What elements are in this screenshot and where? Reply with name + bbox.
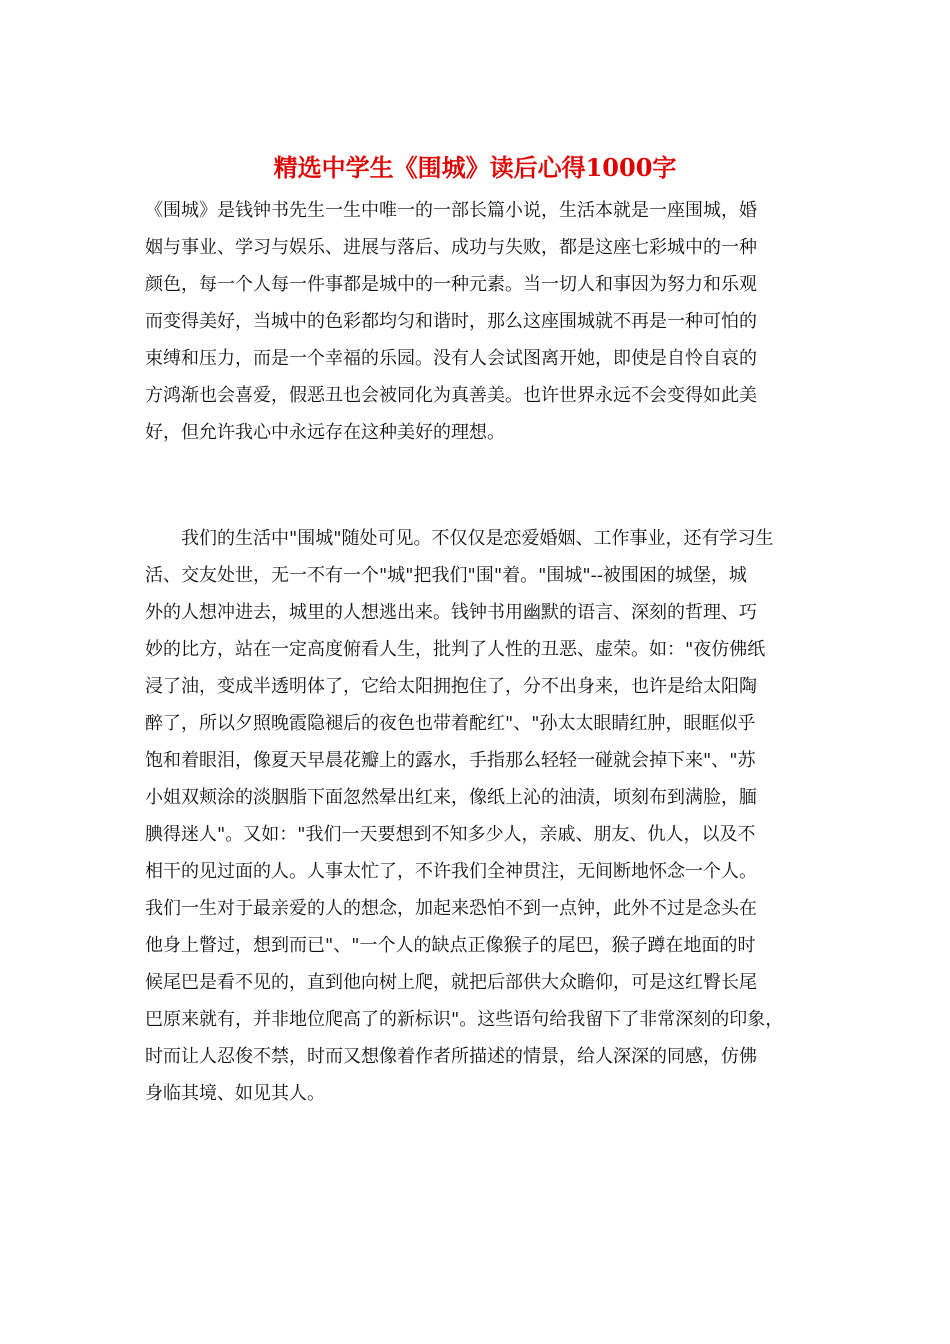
paragraph-line: 《围城》是钱钟书先生一生中唯一的一部长篇小说，生活本就是一座围城，婚 xyxy=(145,200,757,221)
paragraph-line: 束缚和压力，而是一个幸福的乐园。没有人会试图离开她，即使是自怜自哀的 xyxy=(145,348,757,369)
paragraph-line: 活、交友处世，无一不有一个"城"把我们"围"着。"围城"--被围困的城堡，城 xyxy=(145,565,747,586)
paragraph-line: 他身上瞥过，想到而已"、"一个人的缺点正像猴子的尾巴，猴子蹲在地面的时 xyxy=(145,935,756,956)
paragraph-line: 醉了，所以夕照晚霞隐褪后的夜色也带着酡红"、"孙太太眼睛红肿，眼眶似乎 xyxy=(145,713,756,734)
paragraph-line: 好，但允许我心中永远存在这种美好的理想。 xyxy=(145,422,505,443)
paragraph-line: 外的人想冲进去，城里的人想逃出来。钱钟书用幽默的语言、深刻的哲理、巧 xyxy=(145,602,757,623)
paragraph-line: 小姐双颊涂的淡胭脂下面忽然晕出红来，像纸上沁的油渍，顷刻布到满脸，腼 xyxy=(145,787,757,808)
paragraph-line: 妙的比方，站在一定高度俯看人生，批判了人性的丑恶、虚荣。如："夜仿佛纸 xyxy=(145,639,766,660)
paragraph-line: 而变得美好，当城中的色彩都均匀和谐时，那么这座围城就不再是一种可怕的 xyxy=(145,311,757,332)
paragraph-line: 方鸿渐也会喜爱，假恶丑也会被同化为真善美。也许世界永远不会变得如此美 xyxy=(145,385,757,406)
paragraph-line: 候尾巴是看不见的，直到他向树上爬，就把后部供大众瞻仰，可是这红臀长尾 xyxy=(145,972,757,993)
paragraph-line: 饱和着眼泪，像夏天早晨花瓣上的露水，手指那么轻轻一碰就会掉下来"、"苏 xyxy=(145,750,756,771)
paragraph-line: 姻与事业、学习与娱乐、进展与落后、成功与失败，都是这座七彩城中的一种 xyxy=(145,237,757,258)
document-title: 精选中学生《围城》读后心得1000字 xyxy=(273,153,677,182)
paragraph-line: 身临其境、如见其人。 xyxy=(145,1083,325,1104)
paragraph-1 xyxy=(145,192,835,451)
paragraph-line: 颜色，每一个人每一件事都是城中的一种元素。当一切人和事因为努力和乐观 xyxy=(145,274,757,295)
paragraph-line: 浸了油，变成半透明体了，它给太阳拥抱住了，分不出身来，也许是给太阳陶 xyxy=(145,676,757,697)
paragraph-2 xyxy=(145,520,835,1112)
paragraph-line: 时而让人忍俊不禁，时而又想像着作者所描述的情景，给人深深的同感，仿佛 xyxy=(145,1046,757,1067)
paragraph-line: 腆得迷人"。又如："我们一天要想到不知多少人，亲戚、朋友、仇人，以及不 xyxy=(145,824,756,845)
paragraph-line: 我们一生对于最亲爱的人的想念，加起来恐怕不到一点钟，此外不过是念头在 xyxy=(145,898,757,919)
paragraph-line: 相干的见过面的人。人事太忙了，不许我们全神贯注，无间断地怀念一个人。 xyxy=(145,861,757,882)
paragraph-line: 我们的生活中"围城"随处可见。不仅仅是恋爱婚姻、工作事业，还有学习生 xyxy=(145,528,774,549)
paragraph-line: 巴原来就有，并非地位爬高了的新标识"。这些语句给我留下了非常深刻的印象， xyxy=(145,1009,784,1030)
